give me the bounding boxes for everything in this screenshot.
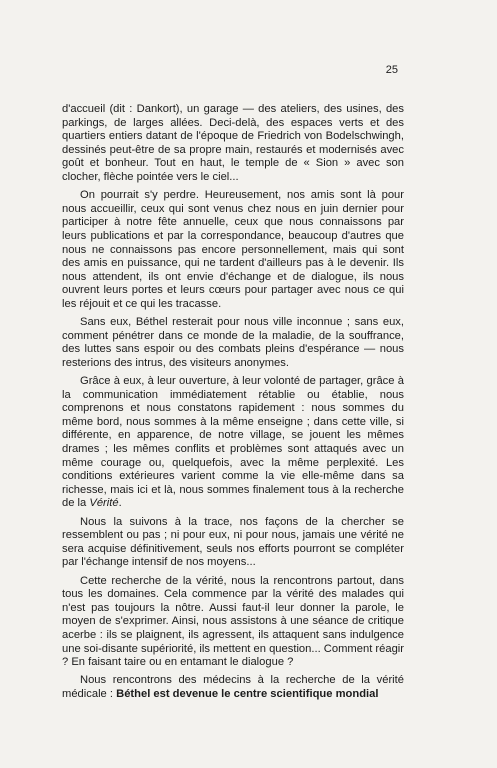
bold-phrase: Béthel est devenue le centre scientifique mondial: [116, 687, 379, 700]
paragraph-text: Nous rencontrons des médecins à la recherche de la vérité médicale :: [62, 674, 404, 700]
paragraph-text: Grâce à eux, à leur ouverture, à leur volonté de partager, grâce à la communication immédiatement rétablie ou établie, nous comprenons et nous constatons rapidement : nous sommes du même bord, nous sommes à la même enseigne ; dans cette ville, si différente, en apparence, de notre village, se jouent les mêmes drames ; les mêmes conflits et problèmes sont attaqués avec un même courage ou, quelquefois, avec la même perplexité. Les conditions extérieures varient comme la vie elle-même dans sa richesse, mais ici et là, nous sommes finalement tous à la recherche de la: [62, 375, 404, 510]
paragraph: Sans eux, Béthel resterait pour nous ville inconnue ; sans eux, comment pénétrer dans ce monde de la maladie, de la souffrance, des luttes sans espoir ou des combats pleins d'espérance — nous resterions des intrus, des visiteurs anonymes.: [62, 316, 404, 369]
paragraph-continued: d'accueil (dit : Dankort), un garage — des ateliers, des usines, des parkings, de larges allées. Deci-delà, des espaces verts et des quartiers entiers datant de l'époque de Friedrich von Bodelschwingh, dessinés peut-être de sa propre main, restaurés et modernisés avec goût et bonheur. Tout en haut, le temple de « Sion » avec son clocher, flèche pointée vers le ciel...: [62, 103, 404, 183]
page-body: [62, 103, 404, 702]
paragraph-text-end: .: [118, 497, 122, 510]
paragraph: On pourrait s'y perdre. Heureusement, nos amis sont là pour nous accueillir, ceux qui sont venus chez nous en juin dernier pour participer à notre fête annuelle, ceux que nous connaissons par leurs publications et par la correspondance, beaucoup d'autres que nous ne connaissons pas encore personnellement, mais qui sont des amis en puissance, qui ne tardent d'ailleurs pas à le devenir. Ils nous attendent, ils ont envie d'échange et de dialogue, ils nous ouvrent leurs portes et leurs cœurs pour partager avec nous ce qui les réjouit et ce qui les tracasse.: [62, 189, 404, 310]
paragraph: Nous la suivons à la trace, nos façons de la chercher se ressemblent ou pas ; ni pour eux, ni pour nous, jamais une vérité ne sera acquise définitivement, seuls nos efforts pourront se compléter par l'échange intensif de nos moyens...: [62, 515, 404, 569]
page-number: 25: [385, 64, 398, 76]
paragraph: [62, 674, 404, 701]
emphasis-verite: Vérité: [89, 497, 119, 510]
paragraph: [62, 375, 404, 511]
paragraph: Cette recherche de la vérité, nous la rencontrons partout, dans tous les domaines. Cela commence par la vérité des malades qui n'est pas toujours la nôtre. Aussi faut-il leur donner la parole, le moyen de s'exprimer. Ainsi, nous assistons à une séance de critique acerbe : ils se plaignent, ils agressent, ils attaquent sans indulgence une soi-disante supériorité, ils mettent en question... Comment réagir ? En faisant taire ou en entamant le dialogue ?: [62, 574, 405, 669]
